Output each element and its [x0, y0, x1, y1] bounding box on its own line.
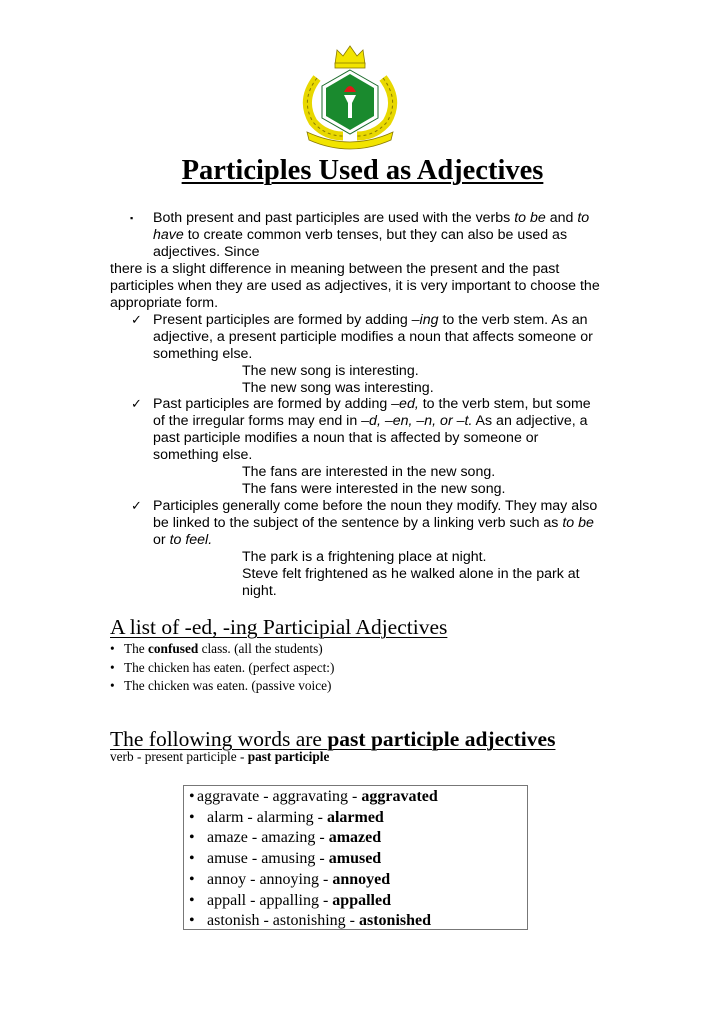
text-segment: Past participles are formed by adding: [153, 396, 392, 413]
verb: astonish: [207, 912, 260, 930]
bullet-icon: •: [110, 678, 115, 694]
legend-bold: past participle: [247, 749, 330, 764]
text-line: [110, 227, 630, 244]
text-segment: As an adjective, a: [472, 413, 588, 430]
text-segment: The new song was interesting.: [242, 379, 434, 396]
past-participle: annoyed: [332, 870, 391, 888]
text-segment: participles when they are used as adjectives, it is very important to choose the: [110, 277, 600, 294]
list-item: [110, 659, 334, 678]
text-line: [110, 413, 630, 430]
text-segment: night.: [242, 582, 277, 599]
text-segment: Both present and past participles are used with the verbs: [153, 210, 515, 226]
present-participle: amazing: [261, 829, 316, 847]
text-line: [110, 346, 630, 363]
heading-prefix: The following words are: [110, 727, 328, 751]
text-segment: –ed,: [391, 396, 419, 413]
checkmark-icon: ✓: [131, 396, 142, 412]
present-participle: appalling: [259, 891, 319, 909]
text-segment: to be: [514, 210, 546, 226]
example-sentence: [110, 549, 630, 566]
text-line: [110, 498, 630, 515]
text-segment: adjectives. Since: [153, 243, 260, 260]
text-segment: to feel.: [169, 532, 213, 549]
text-line: [110, 329, 630, 346]
present-participle: alarming: [256, 808, 314, 826]
past-participle: amused: [328, 850, 382, 868]
text-segment: Present participles are formed by adding: [153, 311, 412, 328]
present-participle: astonishing: [272, 912, 346, 930]
example-sentence: [110, 583, 630, 600]
text-segment: or: [153, 532, 170, 549]
text-segment: Participles generally come before the noun they modify. They may also: [153, 498, 598, 515]
verb: alarm: [207, 808, 244, 826]
text-segment: to: [577, 210, 590, 226]
present-participle: aggravating: [272, 788, 349, 805]
word-row: • aggravate - aggravating - aggravated: [189, 787, 527, 808]
past-participle: amazed: [328, 829, 382, 847]
text-segment: –d, –en, –n, or –t.: [361, 413, 473, 430]
bullet-icon: •: [189, 870, 195, 888]
text-segment: The: [124, 641, 148, 656]
text-segment: Steve felt frightened as he walked alone in the park at: [242, 566, 580, 583]
word-row: • alarm - alarming - alarmed: [189, 808, 527, 829]
text-segment: and: [545, 210, 578, 226]
text-line: [110, 312, 630, 329]
example-sentence: [110, 363, 630, 380]
example-sentence: [110, 380, 630, 397]
past-participle: appalled: [332, 891, 391, 909]
text-segment: past participle modifies a noun that is affected by someone or: [153, 430, 539, 447]
past-participle: alarmed: [326, 808, 384, 826]
text-line: [110, 430, 630, 447]
text-segment: The chicken was eaten. (passive voice): [124, 678, 332, 694]
present-participle: amusing: [261, 850, 316, 868]
bullet-icon: •: [189, 912, 195, 930]
text-segment: to create common verb tenses, but they can also be used as: [183, 226, 568, 243]
institution-crest-logo: [295, 40, 405, 152]
past-participle: aggravated: [361, 788, 438, 805]
text-line: [110, 244, 630, 261]
example-sentence: [110, 464, 630, 481]
text-segment: –ing: [411, 311, 439, 328]
bullet-icon: •: [189, 788, 195, 805]
text-segment: to the verb stem. As an: [438, 311, 588, 328]
word-row: • amaze - amazing - amazed: [189, 828, 527, 849]
word-row: • astonish - astonishing - astonished: [189, 911, 527, 932]
text-segment: to be: [562, 515, 594, 532]
text-segment: be linked to the subject of the sentence by a linking verb such as: [153, 515, 563, 532]
text-line: [110, 532, 630, 549]
text-segment: of the irregular forms may end in: [153, 413, 362, 430]
verb: appall: [207, 891, 247, 909]
text-line: [110, 210, 630, 227]
legend-prefix: verb - present participle -: [110, 749, 248, 764]
page-title: Participles Used as Adjectives: [181, 155, 544, 186]
present-participle: annoying: [259, 870, 319, 888]
word-row: • annoy - annoying - annoyed: [189, 870, 527, 891]
list-item: [110, 640, 334, 659]
list-item: [110, 677, 334, 696]
example-sentence: [110, 566, 630, 583]
bullet-icon: •: [189, 891, 195, 909]
text-segment: appropriate form.: [110, 294, 219, 311]
intro-text: [110, 210, 630, 600]
text-segment: The fans were interested in the new song.: [242, 481, 506, 498]
bullet-icon: •: [189, 808, 195, 826]
text-segment: The chicken has eaten. (perfect aspect:): [124, 659, 335, 675]
verb: annoy: [207, 870, 247, 888]
text-segment: The new song is interesting.: [242, 362, 419, 379]
bullet-icon: •: [110, 659, 115, 675]
verb: amaze: [207, 829, 248, 847]
verb: aggravate: [197, 788, 260, 805]
text-segment: to the verb stem, but some: [418, 396, 591, 413]
text-segment: something else.: [153, 345, 253, 362]
text-line: [110, 515, 630, 532]
square-bullet-icon: ▪: [130, 213, 134, 223]
text-segment: have: [153, 226, 184, 243]
text-segment: confused: [148, 641, 199, 656]
text-line: [110, 278, 630, 295]
checkmark-icon: ✓: [131, 498, 142, 514]
text-segment: class. (all the students): [198, 641, 323, 656]
bullet-icon: •: [189, 850, 195, 868]
bullet-icon: •: [189, 829, 195, 847]
text-segment: there is a slight difference in meaning between the present and the past: [110, 260, 560, 277]
verb: amuse: [207, 850, 248, 868]
section-heading-participial-adjectives: A list of -ed, -ing Participial Adjectives: [110, 615, 448, 639]
text-segment: The park is a frightening place at night.: [242, 549, 487, 566]
word-list-box: [183, 785, 528, 930]
word-row: • appall - appalling - appalled: [189, 891, 527, 912]
column-legend: [110, 749, 329, 765]
text-segment: adjective, a present participle modifies a noun that affects someone or: [153, 328, 593, 345]
text-line: [110, 261, 630, 278]
past-participle: astonished: [359, 912, 432, 930]
text-segment: something else.: [153, 447, 253, 464]
text-line: [110, 447, 630, 464]
bullet-icon: •: [110, 641, 115, 656]
text-line: [110, 396, 630, 413]
text-line: [110, 295, 630, 312]
heading-bold: past participle adjectives: [327, 727, 556, 751]
example-list: [110, 640, 334, 696]
word-row: • amuse - amusing - amused: [189, 849, 527, 870]
example-sentence: [110, 481, 630, 498]
text-segment: The fans are interested in the new song.: [242, 464, 496, 481]
checkmark-icon: ✓: [131, 311, 142, 327]
